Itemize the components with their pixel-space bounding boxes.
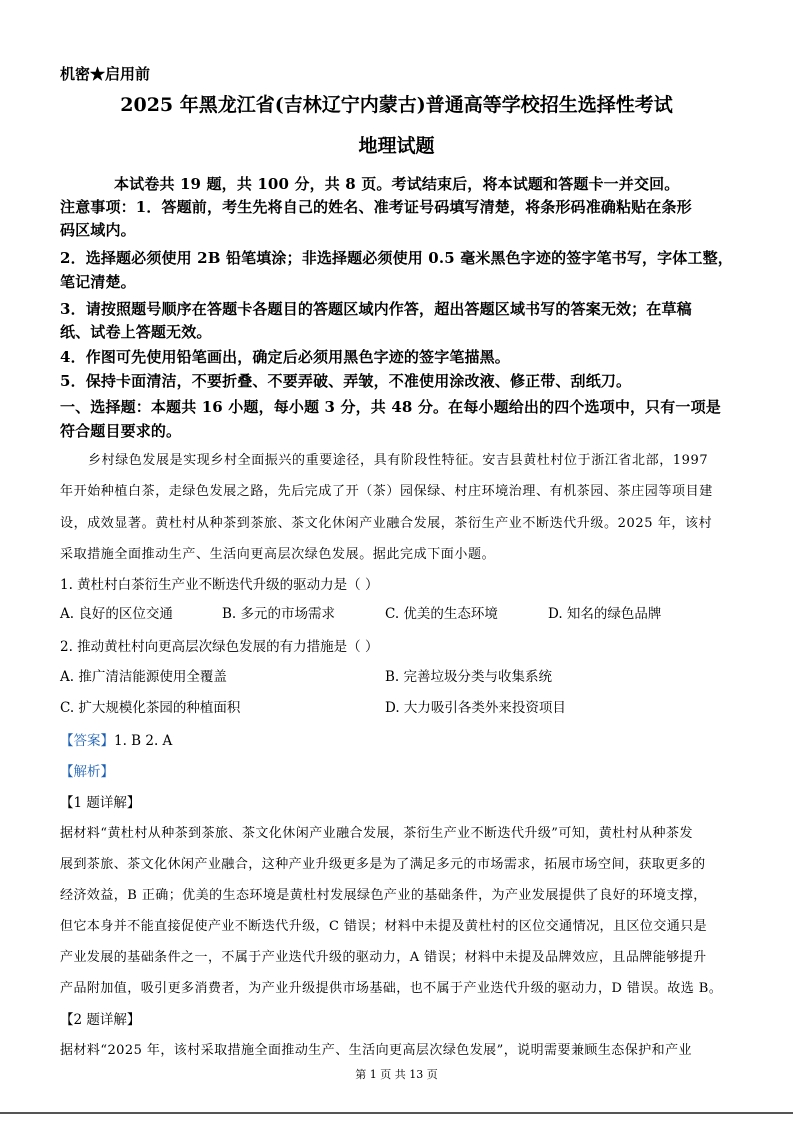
question-2-stem: 2. 推动黄杜村向更高层次绿色发展的有力措施是（ ） bbox=[60, 639, 379, 655]
analysis-tag: 【解析】 bbox=[60, 764, 114, 780]
notice-line: 纸、试卷上答题无效。 bbox=[60, 323, 212, 341]
analysis-row bbox=[60, 760, 740, 780]
section-heading: 一、选择题：本题共 16 小题，每小题 3 分，共 48 分。在每小题给出的四个选项中，只有一项是 bbox=[60, 398, 721, 416]
confidential-label: 机密★启用前 bbox=[60, 65, 151, 83]
passage-line: 乡村绿色发展是实现乡村全面振兴的重要途径，具有阶段性特征。安吉县黄杜村位于浙江省北部，1997 bbox=[88, 453, 709, 468]
question-1-option-c: C. 优美的生态环境 bbox=[385, 606, 498, 622]
question-2-option-d: D. 大力吸引各类外来投资项目 bbox=[385, 700, 566, 716]
explanation-line: 展到茶旅、茶文化休闲产业融合，这种产业升级更多是为了满足多元的市场需求，拓展市场空间，获取更多的 bbox=[60, 857, 706, 872]
answer-tag: 【答案】 bbox=[60, 733, 114, 749]
question-1-stem: 1. 黄杜村白茶衍生产业不断迭代升级的驱动力是（ ） bbox=[60, 577, 379, 593]
notice-line: 注意事项：1．答题前，考生先将自己的姓名、准考证号码填写清楚，将条形码准确粘贴在条形 bbox=[60, 198, 692, 216]
notice-line: 3．请按照题号顺序在答题卡各题目的答题区域内作答，超出答题区域书写的答案无效；在草稿 bbox=[60, 300, 692, 318]
q1-explanation-heading: 【1 题详解】 bbox=[60, 795, 141, 811]
passage-line: 设，成效显著。黄杜村从种茶到茶旅、茶文化休闲产业融合发展，茶衍生产业不断迭代升级。2025 年，该村 bbox=[60, 516, 713, 531]
question-1-option-a: A. 良好的区位交通 bbox=[60, 606, 173, 622]
question-2-option-a: A. 推广清洁能源使用全覆盖 bbox=[60, 669, 227, 685]
explanation-line: 据材料“黄杜村从种茶到茶旅、茶文化休闲产业融合发展，茶衍生产业不断迭代升级”可知，黄杜村从种茶发 bbox=[60, 826, 693, 841]
question-1-option-d: D. 知名的绿色品牌 bbox=[548, 606, 662, 622]
exam-subtitle: 地理试题 bbox=[358, 135, 435, 157]
notice-line: 4．作图可先使用铅笔画出，确定后必须用黑色字迹的签字笔描黑。 bbox=[60, 348, 510, 366]
notice-line: 笔记清楚。 bbox=[60, 273, 136, 291]
passage-line: 年开始种植白茶，走绿色发展之路，先后完成了开（茶）园保绿、村庄环境治理、有机茶园、茶庄园等项目建 bbox=[60, 484, 713, 499]
exam-title: 2025 年黑龙江省(吉林辽宁内蒙古)普通高等学校招生选择性考试 bbox=[120, 94, 673, 116]
question-1-option-b: B. 多元的市场需求 bbox=[222, 606, 336, 622]
notice-intro: 本试卷共 19 题，共 100 分，共 8 页。考试结束后，将本试题和答题卡一并交回。 bbox=[114, 175, 680, 193]
answer-values: 1. B 2. A bbox=[114, 733, 173, 749]
explanation-line: 产品附加值，吸引更多消费者，为产业升级提供市场基础，也不属于产业迭代升级的驱动力，D 错误。故选 B。 bbox=[60, 981, 723, 996]
question-2-option-c: C. 扩大规模化茶园的种植面积 bbox=[60, 700, 241, 716]
explanation-line: 据材料“2025 年，该村采取措施全面推动生产、生活向更高层次绿色发展”，说明需要兼顾生态保护和产业 bbox=[60, 1043, 693, 1058]
answer-row bbox=[60, 729, 740, 749]
q2-explanation-heading: 【2 题详解】 bbox=[60, 1012, 141, 1028]
passage-line: 采取措施全面推动生产、生活向更高层次绿色发展。据此完成下面小题。 bbox=[60, 547, 496, 562]
page-bottom-rule bbox=[0, 1112, 793, 1114]
section-heading-cont: 符合题目要求的。 bbox=[60, 422, 182, 440]
page-number: 第 1 页 共 13 页 bbox=[355, 1068, 438, 1081]
explanation-line: 经济效益，B 正确；优美的生态环境是黄杜村发展绿色产业的基础条件，为产业发展提供了良好的环境支撑， bbox=[60, 888, 707, 903]
question-2-option-b: B. 完善垃圾分类与收集系统 bbox=[385, 669, 553, 685]
notice-line: 5．保持卡面清洁，不要折叠、不要弄破、弄皱，不准使用涂改液、修正带、刮纸刀。 bbox=[60, 372, 632, 390]
notice-line: 码区域内。 bbox=[60, 221, 136, 239]
explanation-line: 产业发展的基础条件之一，不属于产业迭代升级的驱动力，A 错误；材料中未提及品牌效应，且品牌能够提升 bbox=[60, 950, 707, 965]
explanation-line: 但它本身并不能直接促使产业不断迭代升级，C 错误；材料中未提及黄杜村的区位交通情况，且区位交通只是 bbox=[60, 919, 708, 934]
notice-line: 2．选择题必须使用 2B 铅笔填涂；非选择题必须使用 0.5 毫米黑色字迹的签字笔书写，字体工整， bbox=[60, 249, 733, 267]
